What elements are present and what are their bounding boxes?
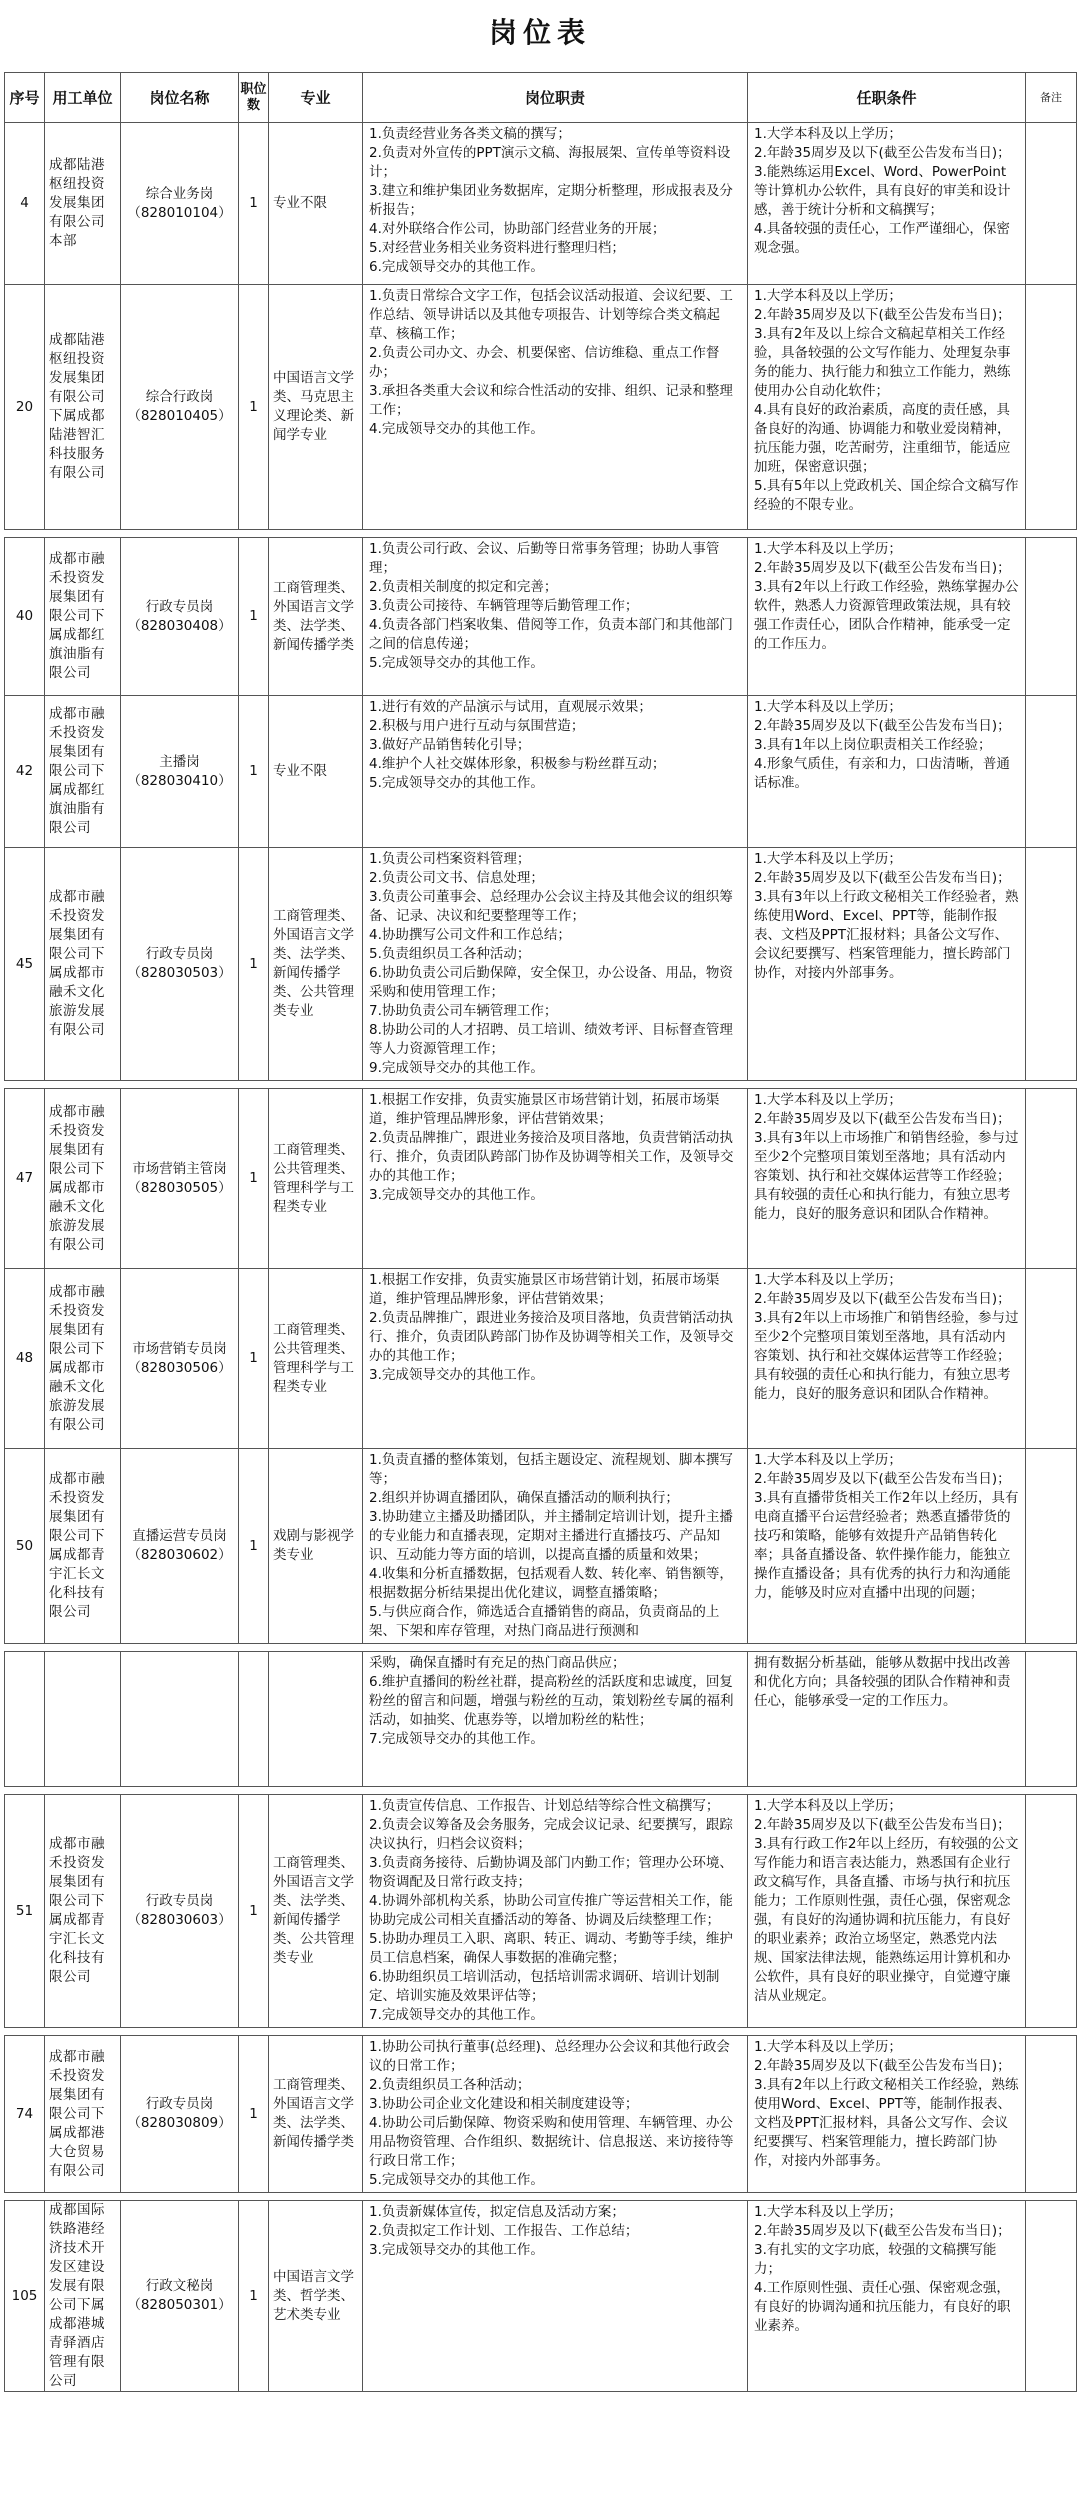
duties-cell-line: 5.与供应商合作，筛选适合直播销售的商品，负责商品的上架、下架和库存管理，对热门商品进行预测和 <box>369 1604 720 1639</box>
major-cell: 戏剧与影视学类专业 <box>269 1449 363 1644</box>
section-gap <box>5 1787 1077 1795</box>
post-cell <box>121 696 239 848</box>
reqs-cell-line: 2.年龄35周岁及以下(截至公告发布当日)； <box>754 718 1011 734</box>
duties-cell <box>363 1089 748 1269</box>
post-name: 市场营销主管岗 <box>132 1160 227 1177</box>
duties-cell-line: 9.完成领导交办的其他工作。 <box>369 1060 544 1076</box>
post-code: （828030809） <box>127 2115 232 2131</box>
empty-cell <box>239 1652 269 1787</box>
reqs-cell-line: 3.具有2年以上行政工作经验，熟练掌握办公软件，熟悉人力资源管理政策法规，具有较强工作责任心，团队合作精神，能承受一定的工作压力。 <box>754 579 1019 652</box>
post-name: 行政文秘岗 <box>145 2278 214 2294</box>
count-cell: 1 <box>239 538 269 696</box>
reqs-cell-line: 1.大学本科及以上学历； <box>754 699 902 715</box>
duties-cell <box>363 1269 748 1449</box>
reqs-cell-line: 2.年龄35周岁及以下(截至公告发布当日)； <box>754 1111 1011 1127</box>
post-cell <box>121 1449 239 1644</box>
reqs-cell <box>748 696 1026 848</box>
reqs-cell-line: 2.年龄35周岁及以下(截至公告发布当日)； <box>754 560 1011 576</box>
post-cell <box>121 1269 239 1449</box>
unit-cell: 成都陆港枢纽投资发展集团有限公司下属成都陆港智汇科技服务有限公司 <box>45 285 121 530</box>
post-code: （828030603） <box>127 1912 232 1928</box>
unit-cell: 成都陆港枢纽投资发展集团有限公司本部 <box>45 123 121 285</box>
duties-cell-line: 2.负责品牌推广，跟进业务接洽及项目落地，负责营销活动执行、推介，负责团队跨部门协作及协调等相关工作，及领导交办的其他工作； <box>369 1130 734 1184</box>
duties-cell-line: 2.负责品牌推广，跟进业务接洽及项目落地，负责营销活动执行、推介，负责团队跨部门协作及协调等相关工作，及领导交办的其他工作； <box>369 1310 734 1364</box>
count-cell: 1 <box>239 1795 269 2028</box>
post-cell <box>121 1089 239 1269</box>
post-cell <box>121 285 239 530</box>
note-cell <box>1026 285 1077 530</box>
reqs-cell-line: 3.具有1年以上岗位职责相关工作经验； <box>754 737 992 753</box>
major-cell: 工商管理类、外国语言文学类、法学类、新闻传播学类 <box>269 2036 363 2193</box>
reqs-cell-line: 3.具有2年以上行政文秘相关工作经验，熟练使用Word、Excel、PPT等，能制作报表、文档及PPT汇报材料，具备公文写作、会议纪要撰写、档案管理能力，擅长跨部门协作，对接内外部事务。 <box>754 2077 1019 2169</box>
reqs-cell <box>748 285 1026 530</box>
reqs-cell <box>748 848 1026 1081</box>
note-cell <box>1026 538 1077 696</box>
header-reqs: 任职条件 <box>748 73 1026 123</box>
duties-cell-line: 3.建立和维护集团业务数据库，定期分析整理，形成报表及分析报告； <box>369 183 733 218</box>
duties-cell <box>363 123 748 285</box>
table-row <box>5 696 1077 848</box>
reqs-cell-line: 3.有扎实的文字功底，较强的文稿撰写能力； <box>754 2242 997 2277</box>
duties-cell-line: 3.完成领导交办的其他工作。 <box>369 2242 544 2258</box>
duties-cell <box>363 1652 748 1787</box>
reqs-cell-line: 1.大学本科及以上学历； <box>754 1452 902 1468</box>
reqs-cell-line: 2.年龄35周岁及以下(截至公告发布当日)； <box>754 145 1011 161</box>
post-name: 行政专员岗 <box>145 2096 214 2112</box>
major-cell: 中国语言文学类、哲学类、艺术类专业 <box>269 2201 363 2392</box>
header-post: 岗位名称 <box>121 73 239 123</box>
post-code: （828030503） <box>127 965 232 981</box>
reqs-cell-line: 1.大学本科及以上学历； <box>754 541 902 557</box>
duties-cell-line: 4.完成领导交办的其他工作。 <box>369 421 544 437</box>
unit-cell: 成都市融禾投资发展集团有限公司下属成都青宇汇长文化科技有限公司 <box>45 1795 121 2028</box>
note-cell <box>1026 848 1077 1081</box>
duties-cell-line: 5.完成领导交办的其他工作。 <box>369 775 544 791</box>
post-code: （828030506） <box>127 1359 232 1376</box>
reqs-cell-line: 2.年龄35周岁及以下(截至公告发布当日)； <box>754 307 1011 323</box>
reqs-cell-line: 3.具有行政工作2年以上经历，有较强的公文写作能力和语言表达能力，熟悉国有企业行政文稿写作，具备直播、市场与执行和抗压能力；工作原则性强，责任心强，保密观念强，有良好的沟通协调和抗压能力，有良好的职业素养；政治立场坚定，熟悉党内法规、国家法律法规，能熟练运用计算机和办公软件，具有良好的职业操守，自觉遵守廉洁从业规定。 <box>754 1836 1019 2004</box>
reqs-cell <box>748 2036 1026 2193</box>
table-row <box>5 285 1077 530</box>
table-row <box>5 1449 1077 1644</box>
count-cell: 1 <box>239 696 269 848</box>
table-row <box>5 848 1077 1081</box>
reqs-cell-line: 1.大学本科及以上学历； <box>754 126 902 142</box>
post-name: 综合行政岗 <box>145 389 214 405</box>
reqs-cell-line: 4.具有良好的政治素质，高度的责任感，具备良好的沟通、协调能力和敬业爱岗精神，抗压能力强，吃苦耐劳，注重细节，能适应加班，保密意识强； <box>754 402 1011 475</box>
reqs-cell <box>748 1089 1026 1269</box>
duties-cell-line: 3.完成领导交办的其他工作。 <box>369 1187 544 1203</box>
duties-cell-line: 采购，确保直播时有充足的热门商品供应； <box>369 1655 626 1671</box>
reqs-cell-line: 拥有数据分析基础，能够从数据中找出改善和优化方向；具备较强的团队合作精神和责任心，能够承受一定的工作压力。 <box>754 1655 1011 1709</box>
duties-cell-line: 3.做好产品销售转化引导； <box>369 737 531 753</box>
positions-table <box>4 72 1077 2392</box>
note-cell <box>1026 123 1077 285</box>
gap-cell <box>5 2028 1077 2036</box>
table-row-continued <box>5 1652 1077 1787</box>
reqs-cell-line: 4.工作原则性强、责任心强、保密观念强，有良好的协调沟通和抗压能力，有良好的职业素养。 <box>754 2280 1011 2334</box>
post-name: 市场营销专员岗 <box>132 1340 227 1357</box>
duties-cell-line: 1.负责公司行政、会议、后勤等日常事务管理；协助人事管理； <box>369 541 720 576</box>
duties-cell-line: 1.进行有效的产品演示与试用，直观展示效果； <box>369 699 652 715</box>
duties-cell-line: 7.完成领导交办的其他工作。 <box>369 1731 544 1747</box>
post-name: 行政专员岗 <box>145 1893 214 1909</box>
duties-cell-line: 6.完成领导交办的其他工作。 <box>369 259 544 275</box>
reqs-cell-line: 3.能熟练运用Excel、Word、PowerPoint等计算机办公软件，具有良好的审美和设计感，善于统计分析和文稿撰写； <box>754 164 1011 218</box>
reqs-cell-line: 1.大学本科及以上学历； <box>754 1272 902 1288</box>
reqs-cell-line: 3.具有3年以上市场推广和销售经验，参与过至少2个完整项目策划至落地；具有活动内容策划、执行和社交媒体运营等工作经验；具有较强的责任心和执行能力，有独立思考能力，良好的服务意识和团队合作精神。 <box>754 1130 1019 1222</box>
post-code: （828030602） <box>127 1547 232 1563</box>
major-cell: 工商管理类、公共管理类、管理科学与工程类专业 <box>269 1269 363 1449</box>
count-cell: 1 <box>239 123 269 285</box>
reqs-cell <box>748 1269 1026 1449</box>
duties-cell-line: 6.协助组织员工培训活动，包括培训需求调研、培训计划制定、培训实施及效果评估等； <box>369 1969 720 2004</box>
note-cell <box>1026 1089 1077 1269</box>
duties-cell-line: 1.负责公司档案资料管理； <box>369 851 531 867</box>
reqs-cell-line: 3.具有2年以上市场推广和销售经验，参与过至少2个完整项目策划至落地，具有活动内容策划、执行和社交媒体运营等工作经验；具有较强的责任心和执行能力，有独立思考能力，良好的服务意识和团队合作精神。 <box>754 1310 1019 1402</box>
duties-cell-line: 2.积极与用户进行互动与氛围营造； <box>369 718 585 734</box>
seq-cell: 47 <box>5 1089 45 1269</box>
duties-cell <box>363 1795 748 2028</box>
duties-cell-line: 3.承担各类重大会议和综合性活动的安排、组织、记录和整理工作； <box>369 383 733 418</box>
seq-cell: 45 <box>5 848 45 1081</box>
duties-cell-line: 4.协调外部机构关系，协助公司宣传推广等运营相关工作，能协助完成公司相关直播活动的筹备、协调及后续整理工作； <box>369 1893 733 1928</box>
duties-cell-line: 2.负责会议筹备及会务服务，完成会议记录、纪要撰写，跟踪决议执行，归档会议资料； <box>369 1817 733 1852</box>
section-gap <box>5 1644 1077 1652</box>
duties-cell-line: 4.协助撰写公司文件和工作总结； <box>369 927 571 943</box>
post-cell <box>121 2036 239 2193</box>
duties-cell-line: 8.协助公司的人才招聘、员工培训、绩效考评、目标督查管理等人力资源管理工作； <box>369 1022 733 1057</box>
empty-cell <box>5 1652 45 1787</box>
post-cell <box>121 538 239 696</box>
duties-cell-line: 5.负责组织员工各种活动； <box>369 946 531 962</box>
duties-cell-line: 3.负责商务接待、后勤协调及部门内勤工作；管理办公环境、物资调配及日常行政支持； <box>369 1855 733 1890</box>
major-cell: 工商管理类、外国语言文学类、法学类、新闻传播学类、公共管理类专业 <box>269 848 363 1081</box>
header-duties: 岗位职责 <box>363 73 748 123</box>
unit-cell: 成都市融禾投资发展集团有限公司下属成都青宇汇长文化科技有限公司 <box>45 1449 121 1644</box>
section-gap <box>5 1081 1077 1089</box>
post-code: （828010405） <box>127 408 232 424</box>
header-row <box>5 73 1077 123</box>
gap-cell <box>5 1644 1077 1652</box>
duties-cell-line: 1.负责经营业务各类文稿的撰写； <box>369 126 571 142</box>
section-gap <box>5 530 1077 538</box>
duties-cell-line: 2.负责组织员工各种活动； <box>369 2077 531 2093</box>
major-cell: 专业不限 <box>269 123 363 285</box>
gap-cell <box>5 2193 1077 2201</box>
duties-cell-line: 4.维护个人社交媒体形象，积极参与粉丝群互动； <box>369 756 666 772</box>
reqs-cell <box>748 1652 1026 1787</box>
reqs-cell-line: 3.具有直播带货相关工作2年以上经历，具有电商直播平台运营经验者；熟悉直播带货的技巧和策略，能够有效提升产品销售转化率；具备直播设备、软件操作能力，能独立操作直播设备；具有优秀的执行力和沟通能力，能够及时应对直播中出现的问题； <box>754 1490 1019 1601</box>
post-code: （828050301） <box>127 2297 232 2313</box>
seq-cell: 51 <box>5 1795 45 2028</box>
unit-cell: 成都市融禾投资发展集团有限公司下属成都红旗油脂有限公司 <box>45 538 121 696</box>
empty-cell <box>45 1652 121 1787</box>
reqs-cell <box>748 2201 1026 2392</box>
reqs-cell-line: 2.年龄35周岁及以下(截至公告发布当日)； <box>754 2223 1011 2239</box>
seq-cell: 74 <box>5 2036 45 2193</box>
reqs-cell-line: 1.大学本科及以上学历； <box>754 288 902 304</box>
header-major: 专业 <box>269 73 363 123</box>
duties-cell-line: 2.负责相关制度的拟定和完善； <box>369 579 558 595</box>
duties-cell-line: 6.协助负责公司后勤保障，安全保卫，办公设备、用品，物资采购和使用管理工作； <box>369 965 733 1000</box>
reqs-cell-line: 4.形象气质佳，有亲和力，口齿清晰，普通话标准。 <box>754 756 1010 791</box>
count-cell: 1 <box>239 2036 269 2193</box>
reqs-cell-line: 4.具备较强的责任心，工作严谨细心，保密观念强。 <box>754 221 1010 256</box>
duties-cell <box>363 848 748 1081</box>
reqs-cell <box>748 123 1026 285</box>
major-cell: 工商管理类、外国语言文学类、法学类、新闻传播学类 <box>269 538 363 696</box>
post-code: （828030408） <box>127 617 232 634</box>
post-name: 行政专员岗 <box>145 598 214 615</box>
gap-cell <box>5 530 1077 538</box>
duties-cell-line: 5.完成领导交办的其他工作。 <box>369 655 544 671</box>
seq-cell: 105 <box>5 2201 45 2392</box>
duties-cell-line: 3.负责公司董事会、总经理办公会议主持及其他会议的组织筹备、记录、决议和纪要整理等工作； <box>369 889 733 924</box>
count-cell: 1 <box>239 2201 269 2392</box>
table-row <box>5 1795 1077 2028</box>
seq-cell: 42 <box>5 696 45 848</box>
duties-cell-line: 4.收集和分析直播数据，包括观看人数、转化率、销售额等，根据数据分析结果提出优化建议，调整直播策略； <box>369 1566 733 1601</box>
unit-cell: 成都国际铁路港经济技术开发区建设发展有限公司下属成都港城青驿酒店管理有限公司 <box>45 2201 121 2392</box>
reqs-cell-line: 3.具有2年及以上综合文稿起草相关工作经验，具备较强的公文写作能力、处理复杂事务的能力、执行能力和独立工作能力，熟练使用办公自动化软件； <box>754 326 1011 399</box>
unit-cell: 成都市融禾投资发展集团有限公司下属成都市融禾文化旅游发展有限公司 <box>45 848 121 1081</box>
duties-cell-line: 2.组织并协调直播团队，确保直播活动的顺利执行； <box>369 1490 679 1506</box>
duties-cell-line: 5.完成领导交办的其他工作。 <box>369 2172 544 2188</box>
unit-cell: 成都市融禾投资发展集团有限公司下属成都市融禾文化旅游发展有限公司 <box>45 1089 121 1269</box>
empty-cell <box>269 1652 363 1787</box>
gap-cell <box>5 1787 1077 1795</box>
post-code: （828030410） <box>127 772 232 789</box>
note-cell <box>1026 1269 1077 1449</box>
duties-cell-line: 3.协助建立主播及助播团队，并主播制定培训计划，提升主播的专业能力和直播表现，定期对主播进行直播技巧、产品知识、互动能力等方面的培训，以提高直播的质量和效果； <box>369 1509 733 1563</box>
page-title: 岗位表 <box>488 16 591 49</box>
duties-cell-line: 1.负责宣传信息、工作报告、计划总结等综合性文稿撰写； <box>369 1798 720 1814</box>
duties-cell-line: 2.负责拟定工作计划、工作报告、工作总结； <box>369 2223 639 2239</box>
unit-cell: 成都市融禾投资发展集团有限公司下属成都港大仓贸易有限公司 <box>45 2036 121 2193</box>
duties-cell-line: 3.负责公司接待、车辆管理等后勤管理工作； <box>369 598 639 614</box>
note-cell <box>1026 2036 1077 2193</box>
seq-cell: 20 <box>5 285 45 530</box>
post-code: （828030505） <box>127 1179 232 1196</box>
count-cell: 1 <box>239 285 269 530</box>
unit-cell: 成都市融禾投资发展集团有限公司下属成都市融禾文化旅游发展有限公司 <box>45 1269 121 1449</box>
note-cell <box>1026 1652 1077 1787</box>
duties-cell-line: 5.对经营业务相关业务资料进行整理归档； <box>369 240 625 256</box>
duties-cell <box>363 696 748 848</box>
post-cell <box>121 1795 239 2028</box>
duties-cell-line: 7.完成领导交办的其他工作。 <box>369 2007 544 2023</box>
post-name: 直播运营专员岗 <box>132 1528 227 1544</box>
post-code: （828010104） <box>127 204 232 221</box>
seq-cell: 40 <box>5 538 45 696</box>
reqs-cell-line: 3.具有3年以上行政文秘相关工作经验者，熟练使用Word、Excel、PPT等，能制作报表、文档及PPT汇报材料；具备公文写作、会议纪要撰写、档案管理能力，擅长跨部门协作，对接内外部事务。 <box>754 889 1019 981</box>
post-name: 综合业务岗 <box>145 185 214 202</box>
table-row <box>5 1089 1077 1269</box>
note-cell <box>1026 696 1077 848</box>
header-note: 备注 <box>1026 73 1077 123</box>
empty-cell <box>121 1652 239 1787</box>
reqs-cell <box>748 538 1026 696</box>
reqs-cell-line: 1.大学本科及以上学历； <box>754 2204 902 2220</box>
note-cell <box>1026 1449 1077 1644</box>
duties-cell-line: 2.负责公司文书、信息处理； <box>369 870 544 886</box>
duties-cell-line: 2.负责公司办文、办会、机要保密、信访维稳、重点工作督办； <box>369 345 720 380</box>
duties-cell-line: 1.根据工作安排，负责实施景区市场营销计划，拓展市场渠道，维护管理品牌形象，评估营销效果； <box>369 1092 720 1127</box>
duties-cell-line: 2.负责对外宣传的PPT演示文稿、海报展架、宣传单等资料设计； <box>369 145 731 180</box>
reqs-cell-line: 2.年龄35周岁及以下(截至公告发布当日)； <box>754 870 1011 886</box>
header-count: 职位数 <box>239 73 269 123</box>
duties-cell-line: 1.根据工作安排，负责实施景区市场营销计划，拓展市场渠道，维护管理品牌形象，评估营销效果； <box>369 1272 720 1307</box>
post-cell <box>121 123 239 285</box>
seq-cell: 50 <box>5 1449 45 1644</box>
reqs-cell <box>748 1449 1026 1644</box>
reqs-cell-line: 2.年龄35周岁及以下(截至公告发布当日)； <box>754 1291 1011 1307</box>
table-row <box>5 123 1077 285</box>
reqs-cell-line: 1.大学本科及以上学历； <box>754 851 902 867</box>
duties-cell-line: 3.完成领导交办的其他工作。 <box>369 1367 544 1383</box>
table-row <box>5 2036 1077 2193</box>
count-cell: 1 <box>239 1449 269 1644</box>
header-unit: 用工单位 <box>45 73 121 123</box>
reqs-cell-line: 1.大学本科及以上学历； <box>754 1092 902 1108</box>
post-cell <box>121 2201 239 2392</box>
duties-cell-line: 4.协助公司后勤保障、物资采购和使用管理、车辆管理、办公用品物资管理、合作组织、数据统计、信息报送、来访接待等行政日常工作； <box>369 2115 734 2169</box>
count-cell: 1 <box>239 1269 269 1449</box>
duties-cell <box>363 2201 748 2392</box>
post-name: 主播岗 <box>159 753 200 770</box>
table-row <box>5 1269 1077 1449</box>
gap-cell <box>5 1081 1077 1089</box>
reqs-cell-line: 5.具有5年以上党政机关、国企综合文稿写作经验的不限专业。 <box>754 478 1019 513</box>
table-row <box>5 2201 1077 2392</box>
duties-cell-line: 4.负责各部门档案收集、借阅等工作，负责本部门和其他部门之间的信息传递； <box>369 617 733 652</box>
duties-cell-line: 5.协助办理员工入职、离职、转正、调动、考勤等手续，维护员工信息档案，确保人事数据的准确完整； <box>369 1931 733 1966</box>
seq-cell: 48 <box>5 1269 45 1449</box>
post-name: 行政专员岗 <box>145 946 214 962</box>
count-cell: 1 <box>239 1089 269 1269</box>
duties-cell-line: 1.负责日常综合文字工作，包括会议活动报道、会议纪要、工作总结、领导讲话以及其他专项报告、计划等综合类文稿起草、核稿工作； <box>369 288 733 342</box>
duties-cell-line: 3.协助公司企业文化建设和相关制度建设等； <box>369 2096 639 2112</box>
section-gap <box>5 2193 1077 2201</box>
reqs-cell-line: 2.年龄35周岁及以下(截至公告发布当日)； <box>754 2058 1011 2074</box>
reqs-cell-line: 1.大学本科及以上学历； <box>754 1798 902 1814</box>
note-cell <box>1026 1795 1077 2028</box>
header-seq: 序号 <box>5 73 45 123</box>
table-row <box>5 538 1077 696</box>
major-cell: 工商管理类、外国语言文学类、法学类、新闻传播学类、公共管理类专业 <box>269 1795 363 2028</box>
duties-cell <box>363 2036 748 2193</box>
major-cell: 专业不限 <box>269 696 363 848</box>
major-cell: 工商管理类、公共管理类、管理科学与工程类专业 <box>269 1089 363 1269</box>
reqs-cell <box>748 1795 1026 2028</box>
note-cell <box>1026 2201 1077 2392</box>
duties-cell-line: 1.负责新媒体宣传，拟定信息及活动方案； <box>369 2204 625 2220</box>
duties-cell-line: 6.维护直播间的粉丝社群，提高粉丝的活跃度和忠诚度，回复粉丝的留言和问题，增强与粉丝的互动，策划粉丝专属的福利活动，如抽奖、优惠券等，以增加粉丝的粘性； <box>369 1674 734 1728</box>
count-cell: 1 <box>239 848 269 1081</box>
reqs-cell-line: 2.年龄35周岁及以下(截至公告发布当日)； <box>754 1817 1011 1833</box>
reqs-cell-line: 1.大学本科及以上学历； <box>754 2039 902 2055</box>
post-cell <box>121 848 239 1081</box>
unit-cell: 成都市融禾投资发展集团有限公司下属成都红旗油脂有限公司 <box>45 696 121 848</box>
duties-cell-line: 1.协助公司执行董事(总经理)、总经理办公会议和其他行政会议的日常工作； <box>369 2039 730 2074</box>
seq-cell: 4 <box>5 123 45 285</box>
major-cell: 中国语言文学类、马克思主义理论类、新闻学专业 <box>269 285 363 530</box>
duties-cell <box>363 285 748 530</box>
duties-cell-line: 1.负责直播的整体策划，包括主题设定、流程规划、脚本撰写等； <box>369 1452 733 1487</box>
duties-cell <box>363 1449 748 1644</box>
duties-cell-line: 4.对外联络合作公司，协助部门经营业务的开展； <box>369 221 666 237</box>
duties-cell-line: 7.协助负责公司车辆管理工作； <box>369 1003 558 1019</box>
duties-cell <box>363 538 748 696</box>
reqs-cell-line: 2.年龄35周岁及以下(截至公告发布当日)； <box>754 1471 1011 1487</box>
section-gap <box>5 2028 1077 2036</box>
